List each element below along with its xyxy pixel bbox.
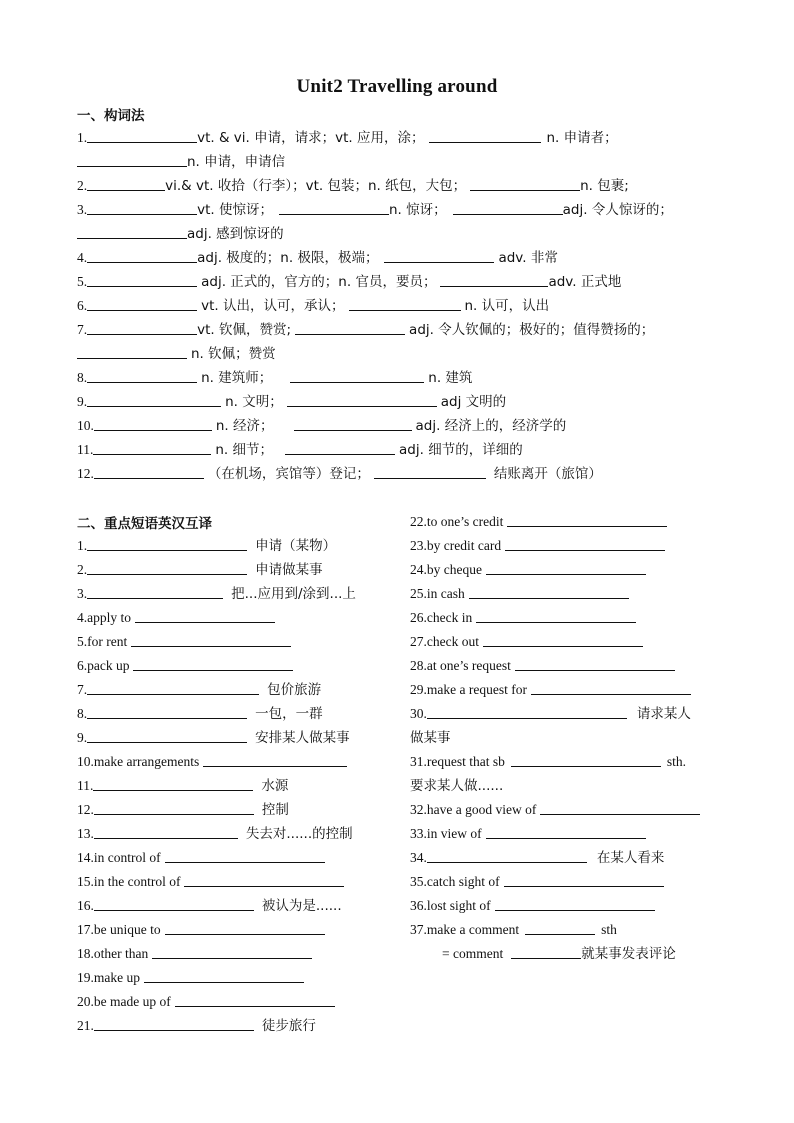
answer-blank[interactable] <box>531 680 691 695</box>
phrase-text: by credit card <box>426 538 502 553</box>
answer-blank[interactable] <box>511 752 661 767</box>
answer-blank[interactable] <box>349 296 461 311</box>
answer-blank[interactable] <box>152 944 312 959</box>
answer-blank[interactable] <box>93 440 211 455</box>
phrase-row <box>77 992 335 1012</box>
phrase-text: make up <box>93 970 140 985</box>
answer-blank[interactable] <box>525 920 595 935</box>
answer-blank[interactable] <box>285 440 395 455</box>
phrase-text: make a comment <box>426 922 520 937</box>
phrase-number: 22. <box>410 514 427 529</box>
phrase-number: 19. <box>77 970 94 985</box>
phrase-text: 申请（某物） <box>255 538 337 554</box>
answer-blank[interactable] <box>476 608 636 623</box>
answer-blank[interactable] <box>77 224 187 239</box>
phrase-number: 10. <box>77 754 94 769</box>
phrase-text: 在某人看来 <box>596 850 665 866</box>
answer-blank[interactable] <box>94 1016 254 1031</box>
answer-blank[interactable] <box>87 680 259 695</box>
answer-blank[interactable] <box>384 248 494 263</box>
phrase-number: 11. <box>77 778 94 793</box>
phrase-row <box>410 584 629 604</box>
answer-blank[interactable] <box>94 416 212 431</box>
answer-blank[interactable] <box>540 800 700 815</box>
word-formation-row: 8. n. 建筑师； n. 建筑 <box>77 370 473 386</box>
answer-blank[interactable] <box>87 272 197 287</box>
phrase-text: 一包，一群 <box>255 706 323 722</box>
phrase-row <box>77 800 289 820</box>
answer-blank[interactable] <box>87 584 223 599</box>
phrase-text: in control of <box>93 850 161 865</box>
word-formation-row: 6. vt. 认出，认可，承认； n. 认可，认出 <box>77 298 550 314</box>
phrase-text: make a request for <box>426 682 527 697</box>
page-title: Unit2 Travelling around <box>296 76 498 97</box>
answer-blank[interactable] <box>87 200 197 215</box>
answer-blank[interactable] <box>294 416 412 431</box>
phrase-row <box>410 920 617 940</box>
phrase-number: 2. <box>77 562 88 577</box>
answer-blank[interactable] <box>440 272 548 287</box>
phrase-number: 17. <box>77 922 94 937</box>
answer-blank[interactable] <box>290 368 424 383</box>
phrase-row <box>77 608 275 628</box>
phrase-text: sth <box>601 922 617 937</box>
answer-blank[interactable] <box>87 560 247 575</box>
word-formation-row: n. 钦佩；赞赏 <box>77 344 276 364</box>
phrase-number: 16. <box>77 898 94 913</box>
phrase-row <box>77 848 325 868</box>
answer-blank[interactable] <box>77 344 187 359</box>
phrase-number: 9. <box>77 730 88 745</box>
phrase-number: 13. <box>77 826 94 841</box>
answer-blank[interactable] <box>203 752 347 767</box>
answer-blank[interactable] <box>94 824 238 839</box>
phrase-text: 控制 <box>261 802 289 818</box>
phrase-row <box>77 704 323 724</box>
section2-heading: 二、重点短语英汉互译 <box>77 516 212 532</box>
phrase-text: pack up <box>87 658 130 673</box>
phrase-text: be unique to <box>93 922 161 937</box>
phrase-number: 37. <box>410 922 427 937</box>
phrase-text: make arrangements <box>93 754 200 769</box>
phrase-number: 35. <box>410 874 427 889</box>
phrase-row <box>410 704 691 724</box>
phrase-number: 36. <box>410 898 427 913</box>
answer-blank[interactable] <box>87 392 221 407</box>
phrase-number: 15. <box>77 874 94 889</box>
phrase-number: 14. <box>77 850 94 865</box>
phrase-row <box>410 728 451 748</box>
phrase-row <box>410 560 646 580</box>
phrase-text: 徒步旅行 <box>261 1018 316 1034</box>
phrase-row <box>410 656 675 676</box>
phrase-number: 27. <box>410 634 427 649</box>
phrase-number: 18. <box>77 946 94 961</box>
answer-blank[interactable] <box>94 464 204 479</box>
answer-blank[interactable] <box>429 128 541 143</box>
phrase-text: lost sight of <box>426 898 491 913</box>
phrase-number: 23. <box>410 538 427 553</box>
word-formation-row: 1. vt. & vi. 申请，请求；vt. 应用，涂； n. 申请者； <box>77 130 618 146</box>
answer-blank[interactable] <box>87 704 247 719</box>
phrase-text: other than <box>93 946 149 961</box>
phrase-text: 把...应用到/涂到...上 <box>231 586 356 602</box>
answer-blank[interactable] <box>87 176 165 191</box>
phrase-row <box>77 896 342 916</box>
word-formation-row: 7. vt. 钦佩，赞赏; adj. 令人钦佩的；极好的；值得赞扬的； <box>77 322 655 338</box>
phrase-row <box>410 800 700 820</box>
word-formation-row: 9. n. 文明； adj 文明的 <box>77 394 507 410</box>
phrase-text: request that sb <box>426 754 505 769</box>
answer-blank[interactable] <box>427 848 587 863</box>
answer-blank[interactable] <box>94 800 254 815</box>
phrase-text: in cash <box>426 586 465 601</box>
answer-blank[interactable] <box>175 992 335 1007</box>
answer-blank[interactable] <box>133 656 293 671</box>
phrase-row <box>77 776 288 796</box>
phrase-number: 20. <box>77 994 94 1009</box>
phrase-number: 4. <box>77 610 88 625</box>
phrase-row <box>77 944 312 964</box>
phrase-text: check in <box>426 610 473 625</box>
phrase-number: 3. <box>77 586 88 601</box>
answer-blank[interactable] <box>144 968 304 983</box>
phrase-row <box>77 536 336 556</box>
phrase-text: in the control of <box>93 874 181 889</box>
phrase-text: 失去对......的控制 <box>245 826 353 842</box>
answer-blank[interactable] <box>279 200 389 215</box>
phrase-text: 要求某人做...... <box>410 778 504 794</box>
word-formation-row: adj. 感到惊讶的 <box>77 224 284 244</box>
answer-blank[interactable] <box>87 248 197 263</box>
phrase-number: 25. <box>410 586 427 601</box>
answer-blank[interactable] <box>87 536 247 551</box>
phrase-text: 安排某人做某事 <box>255 730 350 746</box>
phrase-text: 包价旅游 <box>267 682 322 698</box>
phrase-number: 30. <box>410 706 427 721</box>
phrase-text: by cheque <box>426 562 482 577</box>
phrase-row <box>77 584 356 604</box>
phrase-text: catch sight of <box>426 874 500 889</box>
phrase-text: 水源 <box>261 778 289 794</box>
phrase-row <box>410 752 686 772</box>
answer-blank[interactable] <box>87 728 247 743</box>
phrase-row <box>77 920 325 940</box>
answer-blank[interactable] <box>94 896 254 911</box>
answer-blank[interactable] <box>131 632 291 647</box>
answer-blank[interactable] <box>453 200 563 215</box>
answer-blank[interactable] <box>511 944 581 959</box>
phrase-row <box>77 680 321 700</box>
phrase-text: 就某事发表评论 <box>581 946 676 962</box>
answer-blank[interactable] <box>515 656 675 671</box>
answer-blank[interactable] <box>427 704 627 719</box>
answer-blank[interactable] <box>165 848 325 863</box>
phrase-text: to one’s credit <box>426 514 504 529</box>
phrase-row <box>410 944 676 964</box>
phrase-text: = comment <box>442 946 504 961</box>
phrase-row <box>410 848 664 868</box>
answer-blank[interactable] <box>505 536 665 551</box>
answer-blank[interactable] <box>504 872 664 887</box>
phrase-row <box>77 968 304 988</box>
phrase-row <box>410 680 691 700</box>
answer-blank[interactable] <box>483 632 643 647</box>
answer-blank[interactable] <box>486 824 646 839</box>
answer-blank[interactable] <box>87 368 197 383</box>
phrase-row <box>77 560 323 580</box>
phrase-row <box>410 632 643 652</box>
answer-blank[interactable] <box>470 176 580 191</box>
phrase-text: for rent <box>87 634 128 649</box>
answer-blank[interactable] <box>374 464 486 479</box>
answer-blank[interactable] <box>295 320 405 335</box>
phrase-row <box>77 656 293 676</box>
answer-blank[interactable] <box>495 896 655 911</box>
phrase-row <box>77 872 344 892</box>
word-formation-row: 5. adj. 正式的，官方的；n. 官员，要员； adv. 正式地 <box>77 274 622 290</box>
phrase-text: be made up of <box>93 994 171 1009</box>
phrase-number: 8. <box>77 706 88 721</box>
answer-blank[interactable] <box>87 296 197 311</box>
phrase-number: 32. <box>410 802 427 817</box>
phrase-text: 申请做某事 <box>255 562 323 578</box>
phrase-text: 请求某人 <box>636 706 691 722</box>
phrase-text: check out <box>426 634 479 649</box>
phrase-text: 被认为是...... <box>261 898 342 914</box>
answer-blank[interactable] <box>469 584 629 599</box>
word-formation-row: 12. （在机场，宾馆等）登记； 结账离开（旅馆） <box>77 466 602 482</box>
phrase-row <box>77 632 291 652</box>
phrase-text: in view of <box>426 826 482 841</box>
answer-blank[interactable] <box>135 608 275 623</box>
phrase-number: 31. <box>410 754 427 769</box>
phrase-row <box>410 872 664 892</box>
phrase-number: 7. <box>77 682 88 697</box>
answer-blank[interactable] <box>184 872 344 887</box>
phrase-number: 29. <box>410 682 427 697</box>
phrase-row <box>410 608 636 628</box>
word-formation-row: n. 申请，申请信 <box>77 152 285 172</box>
phrase-text: 做某事 <box>410 730 451 746</box>
phrase-number: 1. <box>77 538 88 553</box>
phrase-row <box>410 824 646 844</box>
phrase-number: 12. <box>77 802 94 817</box>
word-formation-row: 3. vt. 使惊讶； n. 惊讶； adj. 令人惊讶的； <box>77 202 673 218</box>
phrase-text: at one’s request <box>426 658 511 673</box>
answer-blank[interactable] <box>93 776 253 791</box>
phrase-number: 26. <box>410 610 427 625</box>
phrase-row <box>410 536 665 556</box>
phrase-row <box>77 752 347 772</box>
phrase-number: 5. <box>77 634 88 649</box>
answer-blank[interactable] <box>165 920 325 935</box>
section1-heading: 一、构词法 <box>77 108 145 124</box>
phrase-number: 6. <box>77 658 88 673</box>
answer-blank[interactable] <box>486 560 646 575</box>
answer-blank[interactable] <box>87 128 197 143</box>
phrase-text: sth. <box>666 754 686 769</box>
word-formation-row: 2. vi.& vt. 收拾（行李）；vt. 包装；n. 纸包，大包； n. 包裹; <box>77 178 629 194</box>
answer-blank[interactable] <box>287 392 437 407</box>
phrase-number: 28. <box>410 658 427 673</box>
phrase-row <box>410 896 655 916</box>
word-formation-row: 11. n. 细节； adj. 细节的，详细的 <box>77 442 523 458</box>
word-formation-row: 10. n. 经济； adj. 经济上的，经济学的 <box>77 418 567 434</box>
answer-blank[interactable] <box>77 152 187 167</box>
phrase-number: 34. <box>410 850 427 865</box>
phrase-row <box>77 1016 316 1036</box>
answer-blank[interactable] <box>87 320 197 335</box>
phrase-row <box>410 776 503 796</box>
phrase-number: 21. <box>77 1018 94 1033</box>
word-formation-row: 4. adj. 极度的；n. 极限，极端； adv. 非常 <box>77 250 558 266</box>
answer-blank[interactable] <box>507 512 667 527</box>
phrase-text: apply to <box>87 610 131 625</box>
phrase-text: have a good view of <box>426 802 537 817</box>
phrase-row <box>410 512 667 532</box>
phrase-number: 33. <box>410 826 427 841</box>
phrase-number: 24. <box>410 562 427 577</box>
phrase-row <box>77 728 350 748</box>
phrase-row <box>77 824 353 844</box>
